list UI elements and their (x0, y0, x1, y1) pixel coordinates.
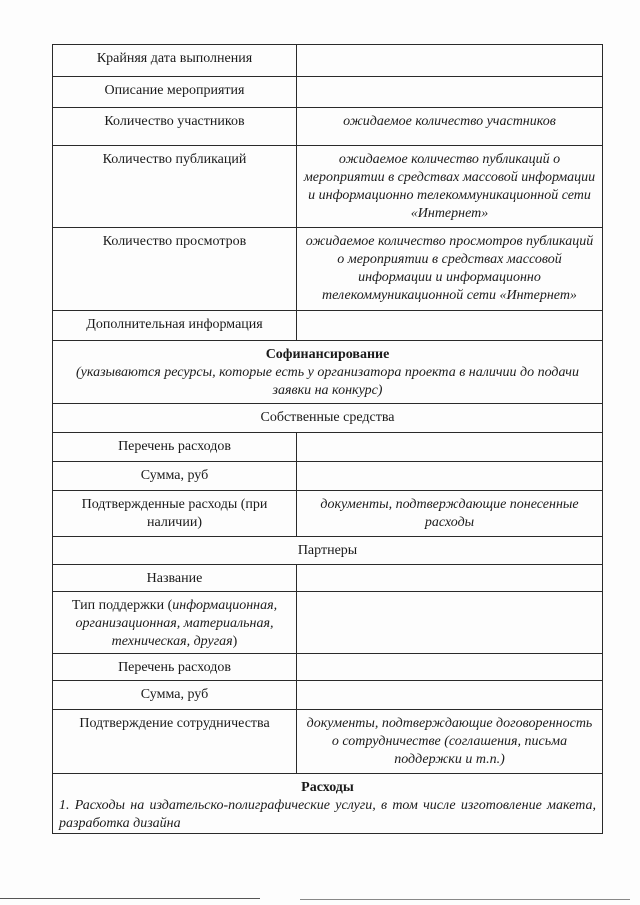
row-value (297, 77, 603, 108)
row-value: ожидаемое количество участников (297, 108, 603, 146)
application-form-table (52, 44, 603, 834)
row-label: Сумма, руб (53, 462, 297, 491)
partners-header-row (53, 537, 603, 565)
row-value (297, 311, 603, 341)
table-row (53, 108, 603, 146)
table-row (53, 228, 603, 311)
row-label (53, 592, 297, 654)
table-row (53, 77, 603, 108)
support-type-label-end: ) (232, 634, 238, 649)
expenses-section-row (53, 774, 603, 834)
support-type-label: Тип поддержки ( (71, 598, 173, 613)
row-value: документы, подтверждающие договоренность о сотрудничестве (соглашения, письма поддержки и т.п.) (297, 710, 603, 774)
support-type-options: информационная, организационная, материальная, техническая, другая (75, 598, 278, 649)
row-value: ожидаемое количество просмотров публикаций о мероприятии в средствах массовой информации и информационно телекоммуникационной сети «Интернет» (297, 228, 603, 311)
row-value (297, 433, 603, 462)
table-row (53, 45, 603, 77)
row-label: Подтвержденные расходы (при наличии) (53, 491, 297, 537)
table-row (53, 433, 603, 462)
cofinancing-header (53, 341, 603, 404)
table-row (53, 311, 603, 341)
row-value: документы, подтверждающие понесенные расходы (297, 491, 603, 537)
row-label: Перечень расходов (53, 654, 297, 681)
row-label: Количество просмотров (53, 228, 297, 311)
expenses-section (53, 774, 603, 834)
expenses-title: Расходы (301, 780, 354, 795)
expenses-item: 1. Расходы на издательско-полиграфические услуги, в том числе изготовление макета, разработка дизайна (59, 798, 596, 831)
table-row (53, 491, 603, 537)
table-row (53, 710, 603, 774)
row-label: Подтверждение сотрудничества (53, 710, 297, 774)
row-label: Сумма, руб (53, 681, 297, 710)
row-value (297, 592, 603, 654)
row-label: Дополнительная информация (53, 311, 297, 341)
page-edge-line (300, 899, 630, 900)
row-value (297, 462, 603, 491)
row-label: Описание мероприятия (53, 77, 297, 108)
row-label: Количество публикаций (53, 146, 297, 228)
row-label: Крайняя дата выполнения (53, 45, 297, 77)
table-row (53, 565, 603, 592)
partners-title: Партнеры (53, 537, 603, 565)
cofinancing-note: (указываются ресурсы, которые есть у организатора проекта в наличии до подачи заявки на конкурс) (76, 365, 579, 398)
row-value (297, 565, 603, 592)
table-row (53, 681, 603, 710)
own-funds-header-row (53, 404, 603, 433)
row-label: Название (53, 565, 297, 592)
row-label: Перечень расходов (53, 433, 297, 462)
cofinancing-header-row (53, 341, 603, 404)
row-value (297, 681, 603, 710)
table-row (53, 146, 603, 228)
page-edge-line (0, 898, 260, 899)
table-row (53, 654, 603, 681)
row-value (297, 654, 603, 681)
cofinancing-title: Софинансирование (265, 347, 390, 362)
table-row (53, 592, 603, 654)
row-value: ожидаемое количество публикаций о мероприятии в средствах массовой информации и информационно телекоммуникационной сети «Интернет» (297, 146, 603, 228)
row-value (297, 45, 603, 77)
own-funds-title: Собственные средства (53, 404, 603, 433)
table-row (53, 462, 603, 491)
row-label: Количество участников (53, 108, 297, 146)
